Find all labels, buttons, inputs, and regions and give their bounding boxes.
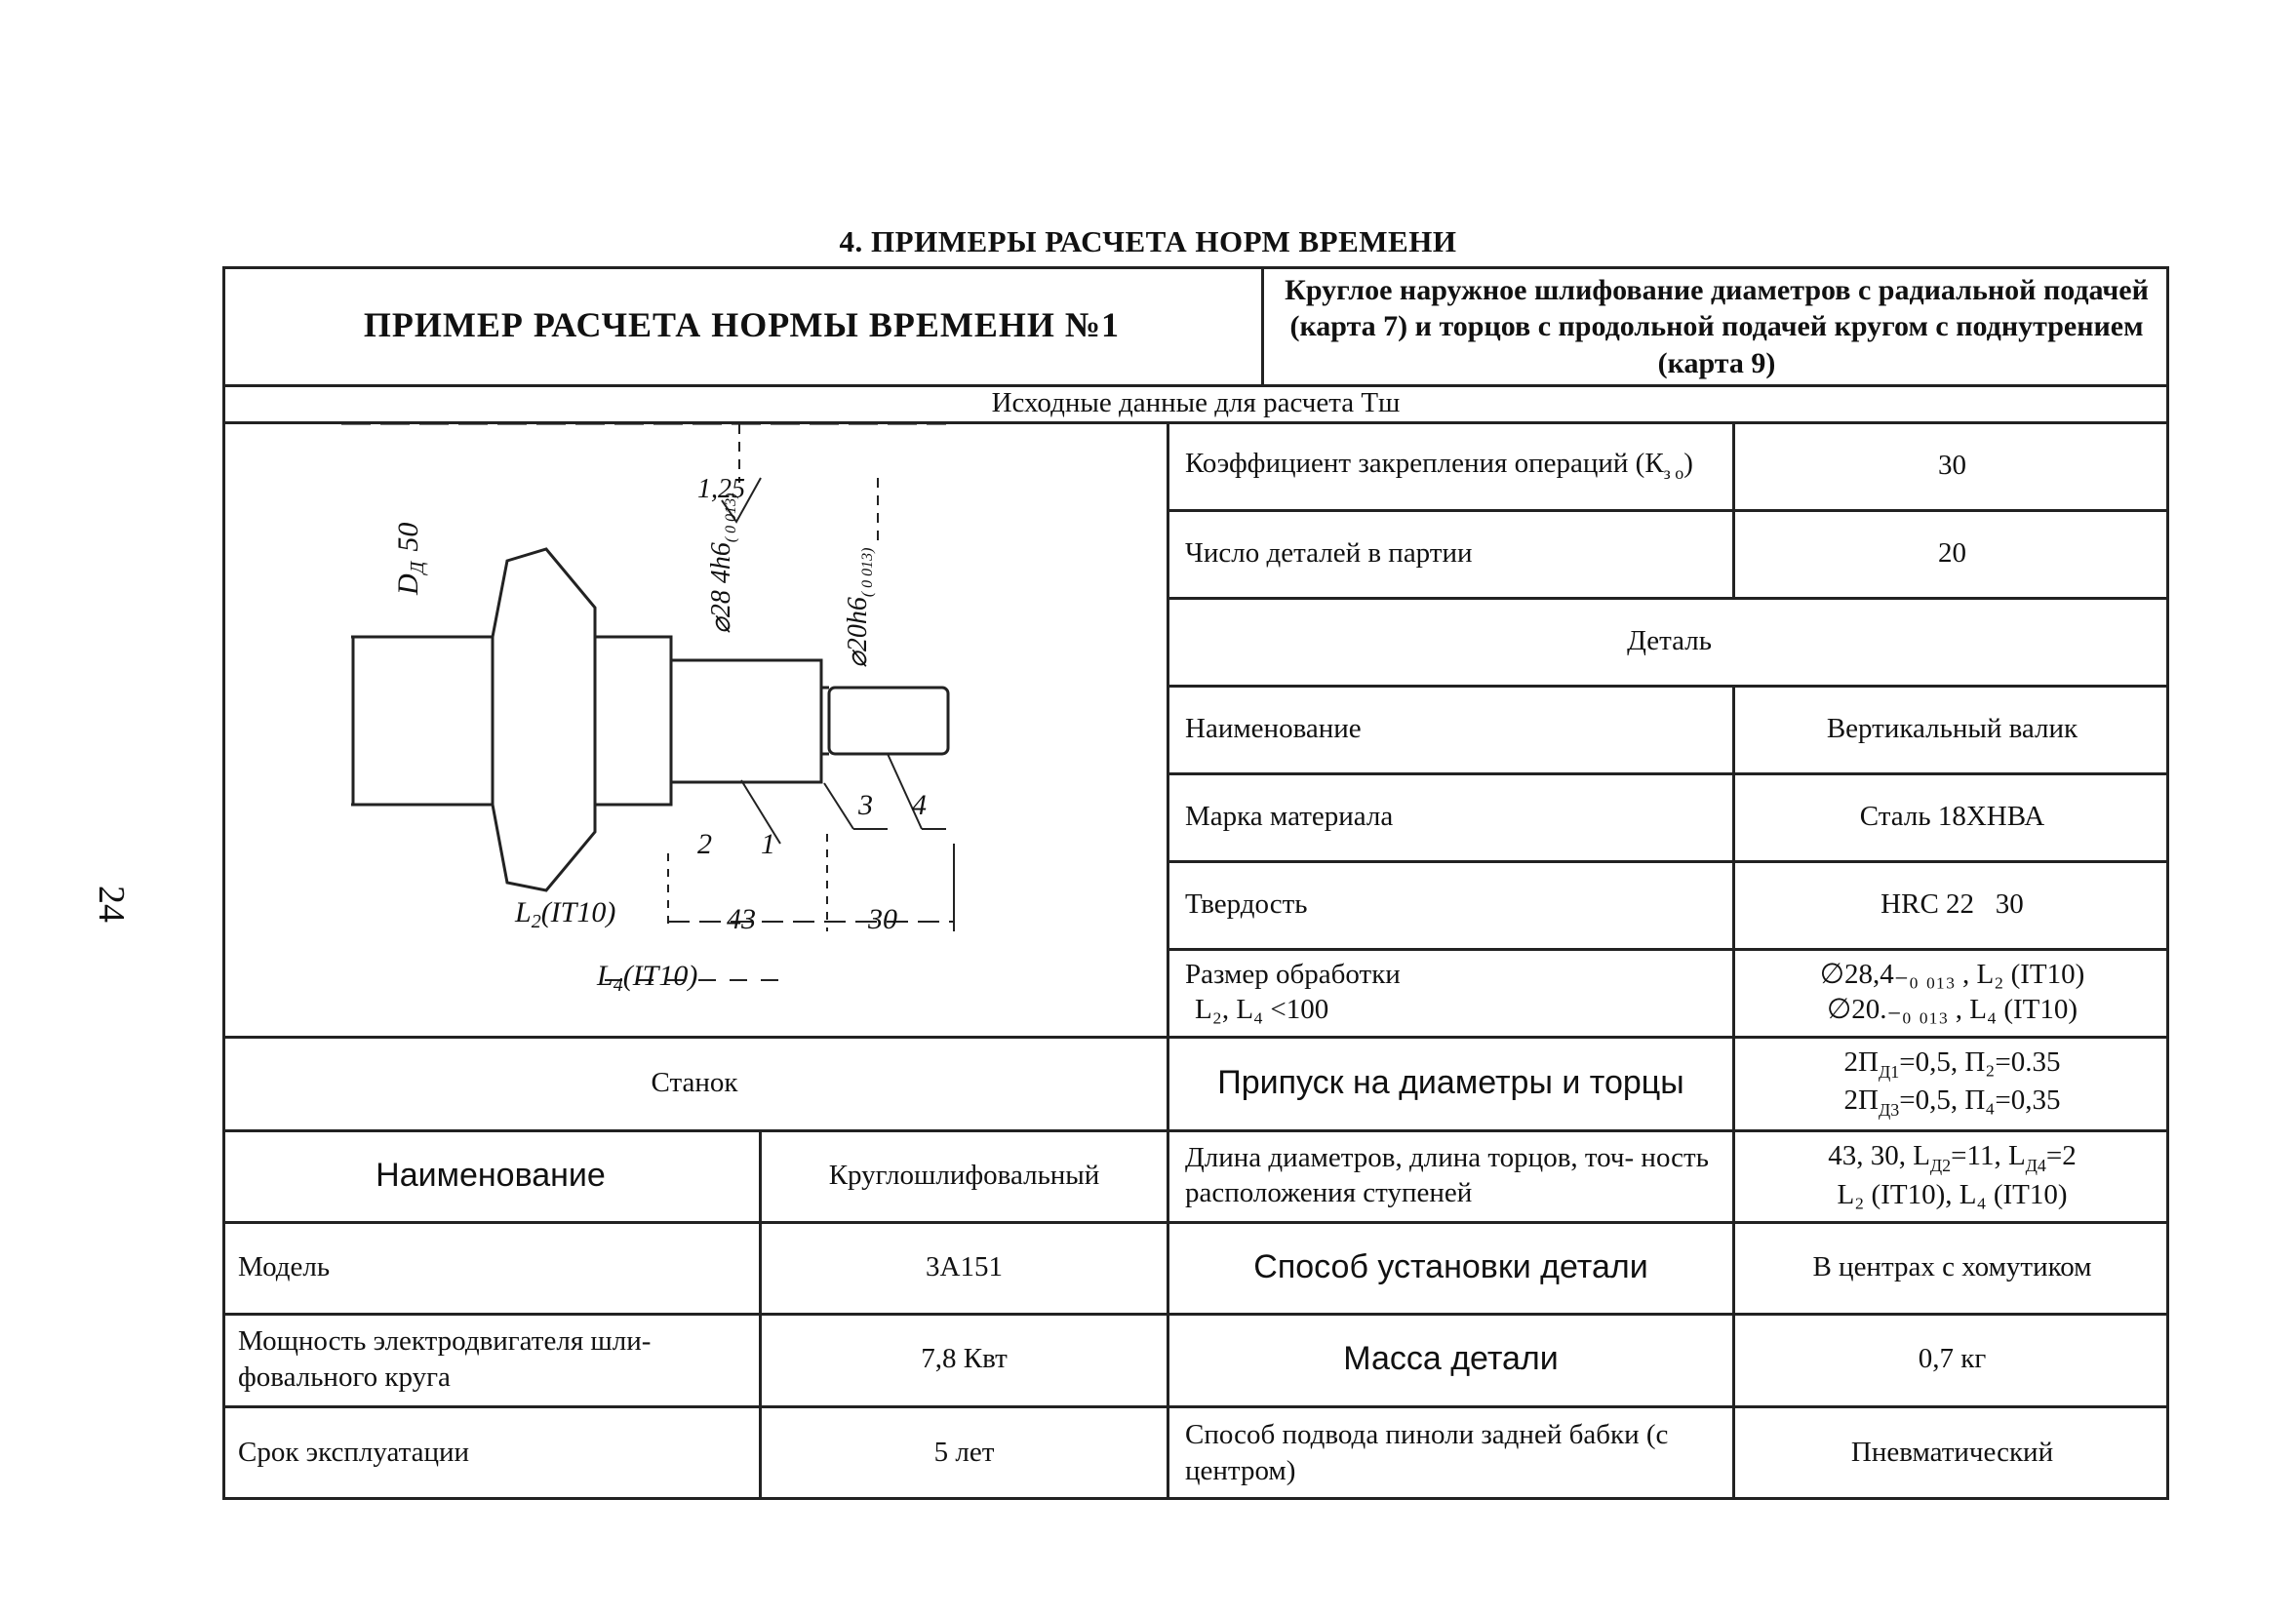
shaft-left-stub: [351, 637, 493, 805]
material-label: Марка материала: [1185, 800, 1394, 832]
size-value: ∅28,4₋₀ ₀₁₃ , L₂ (IT10) ∅20.₋₀ ₀₁₃ , L₄ (IT10): [1819, 958, 2085, 1025]
shaft-cone: [493, 549, 595, 890]
dim-30: 30: [868, 903, 897, 935]
dim-43: 43: [727, 903, 756, 935]
power-label: Мощность электродвигателя шли- фовального круга: [238, 1325, 652, 1393]
machine-name-label: Наименование: [376, 1156, 606, 1194]
dim-dd-value: 50: [392, 522, 424, 552]
mounting-value: В центрах с хомутиком: [1812, 1250, 2092, 1282]
tailstock-value: Пневматический: [1850, 1437, 2054, 1469]
batch-size-value: 20: [1938, 536, 1966, 569]
dim-l4-sub: 4: [613, 974, 623, 996]
allowance-value: $2П_{Д1}=0,5$, П₂=0.35 $2П_{Д3}=0,5$, П₄=0,35: [1843, 1045, 2061, 1120]
hardness-value: HRC 22 30: [1880, 887, 2024, 920]
service-life-value: 5 лет: [933, 1437, 995, 1469]
dim-d20-tol: ( 0 013): [859, 547, 876, 598]
length-label: Длина диаметров, длина торцов, точ- ность расположения ступеней: [1185, 1141, 1709, 1208]
dim-d28-tol: ( 0 013): [723, 493, 739, 543]
detail-heading: Деталь: [1627, 624, 1712, 656]
power-value: 7,8 Квт: [921, 1343, 1008, 1375]
machine-name-value: Круглошлифовальный: [828, 1159, 1100, 1191]
dim-d20: ⌀20h6: [843, 597, 873, 668]
dim-l2-sub: 2: [531, 911, 541, 932]
example-description: Круглое наружное шлифование диаметров с радиальной подачей (карта 7) и торцов с продольной подачей кругом с поднутрением (карта 9): [1285, 273, 2149, 379]
label-1: 1: [761, 828, 775, 860]
label-4: 4: [912, 789, 927, 821]
label-3: 3: [858, 789, 873, 821]
coefficient-value: 30: [1938, 449, 1966, 481]
machine-heading: Станок: [651, 1066, 738, 1098]
svg-text:DД50: [392, 523, 428, 596]
dim-dd-symbol: D: [392, 573, 424, 595]
shaft-diameter-20: [829, 688, 948, 754]
material-value: Сталь 18ХНВА: [1859, 800, 2045, 832]
dim-l4-it: (IT10): [622, 960, 698, 992]
model-value: 3А151: [926, 1250, 1003, 1282]
batch-size-label: Число деталей в партии: [1185, 536, 1473, 569]
svg-text:⌀20h6( 0 013): [843, 547, 876, 668]
service-life-label: Срок эксплуатации: [238, 1437, 470, 1469]
svg-text:⌀28 4h6( 0 013): [706, 493, 739, 634]
detail-name-value: Вертикальный валик: [1826, 712, 2078, 744]
tailstock-label: Способ подвода пиноли задней бабки (с центром): [1185, 1419, 1669, 1486]
shaft-diameter-28: [671, 660, 821, 782]
shaft-step: [595, 637, 671, 805]
detail-name-label: Наименование: [1185, 712, 1362, 744]
source-data-title: Исходные данные для расчета Тш: [991, 386, 1401, 418]
dim-d28: ⌀28 4h6: [706, 542, 736, 634]
length-value: 43, 30, $L_{Д2}=11$, $L_{Д4}=2$ L₂ (IT10), L₄ (IT10): [1828, 1140, 2077, 1210]
hardness-label: Твердость: [1185, 887, 1308, 920]
label-2: 2: [697, 828, 712, 860]
svg-text:L2(IT10): [514, 896, 615, 932]
section-heading: 4. ПРИМЕРЫ РАСЧЕТА НОРМ ВРЕМЕНИ: [839, 224, 1457, 258]
svg-text:L4(IT10): [596, 960, 697, 996]
mounting-label: Способ установки детали: [1253, 1247, 1648, 1285]
allowance-label: Припуск на диаметры и торцы: [1217, 1063, 1684, 1101]
dim-l2-it: (IT10): [540, 896, 616, 928]
page-number: 24: [91, 886, 132, 923]
dim-l4: L: [597, 960, 614, 992]
mass-label: Масса детали: [1343, 1340, 1559, 1378]
size-label: Размер обработки L₂, L₄ <100: [1185, 958, 1401, 1025]
mass-value: 0,7 кг: [1918, 1343, 1987, 1375]
coefficient-label: Коэффициент закрепления операций $(К_{з о})$: [1185, 448, 1693, 484]
dim-l2: L: [515, 896, 532, 928]
example-title: ПРИМЕР РАСЧЕТА НОРМЫ ВРЕМЕНИ №1: [363, 305, 1121, 344]
roughness-label: 1,25: [697, 474, 745, 504]
shaft-drawing: [322, 424, 1161, 1034]
dim-dd-sub: Д: [407, 561, 428, 574]
model-label: Модель: [238, 1250, 331, 1282]
